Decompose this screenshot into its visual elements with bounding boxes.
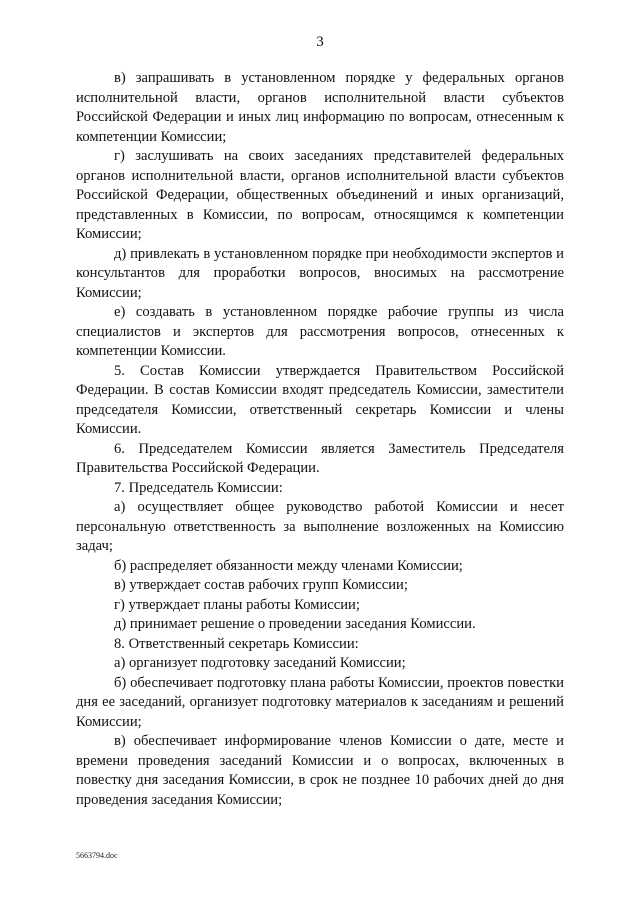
paragraph-clause-8-v: в) обеспечивает информирование членов Комиссии о дате, месте и времени проведения заседаний Комиссии и о вопросах, включенных в повестку дня заседания Комиссии, в срок не позднее 10 рабочих дней до дня проведения заседания Комиссии;	[76, 733, 564, 808]
paragraph-clause-8-heading: 8. Ответственный секретарь Комиссии:	[114, 635, 359, 652]
paragraph-clause-7-g: г) утверждает планы работы Комиссии;	[114, 596, 360, 613]
paragraph-clause-6-chairman: 6. Председателем Комиссии является Заместитель Председателя Правительства Российской Федерации.	[76, 440, 564, 476]
paragraph-subitem-g-hear-representatives: г) заслушивать на своих заседаниях представителей федеральных органов исполнительной власти, органов исполнительной власти субъектов Российской Федерации, общественных объединений и иных организаций, представленных в Комиссии, по вопросам, относящимся к компетенции Комиссии;	[76, 148, 564, 242]
paragraph-subitem-d-involve-experts: д) привлекать в установленном порядке при необходимости экспертов и консультантов для проработки вопросов, вносимых на рассмотрение Комиссии;	[76, 245, 564, 301]
page-number: 3	[316, 34, 324, 50]
paragraph-subitem-e-create-working-groups: е) создавать в установленном порядке рабочие группы из числа специалистов и экспертов для рассмотрения вопросов, отнесенных к компетенции Комиссии.	[76, 304, 564, 359]
paragraph-clause-5-composition: 5. Состав Комиссии утверждается Правительством Российской Федерации. В состав Комиссии входят председатель Комиссии, заместители председателя Комиссии, ответственный секретарь Комиссии и члены Комиссии.	[76, 362, 564, 437]
paragraph-clause-8-b: б) обеспечивает подготовку плана работы Комиссии, проектов повестки дня ее заседаний, организует подготовку материалов к заседаниям и решений Комиссии;	[76, 674, 564, 730]
paragraph-clause-8-a: а) организует подготовку заседаний Комиссии;	[114, 655, 406, 671]
paragraph-subitem-v-request-info: в) запрашивать в установленном порядке у федеральных органов исполнительной власти, органов исполнительной власти субъектов Российской Федерации и иных лиц информацию по вопросам, отнесенным к компетенции Комиссии;	[76, 70, 564, 145]
paragraph-clause-7-v: в) утверждает состав рабочих групп Комиссии;	[114, 577, 408, 593]
paragraph-clause-7-a: а) осуществляет общее руководство работой Комиссии и несет персональную ответственность за выполнение возложенных на Комиссию задач;	[76, 499, 564, 554]
paragraph-clause-7-b: б) распределяет обязанности между членами Комиссии;	[114, 557, 463, 574]
footer-filename: 5663794.doc	[76, 851, 118, 860]
document-body	[76, 69, 564, 810]
paragraph-clause-7-d: д) принимает решение о проведении заседания Комиссии.	[114, 616, 476, 632]
paragraph-clause-7-heading: 7. Председатель Комиссии:	[114, 479, 283, 496]
